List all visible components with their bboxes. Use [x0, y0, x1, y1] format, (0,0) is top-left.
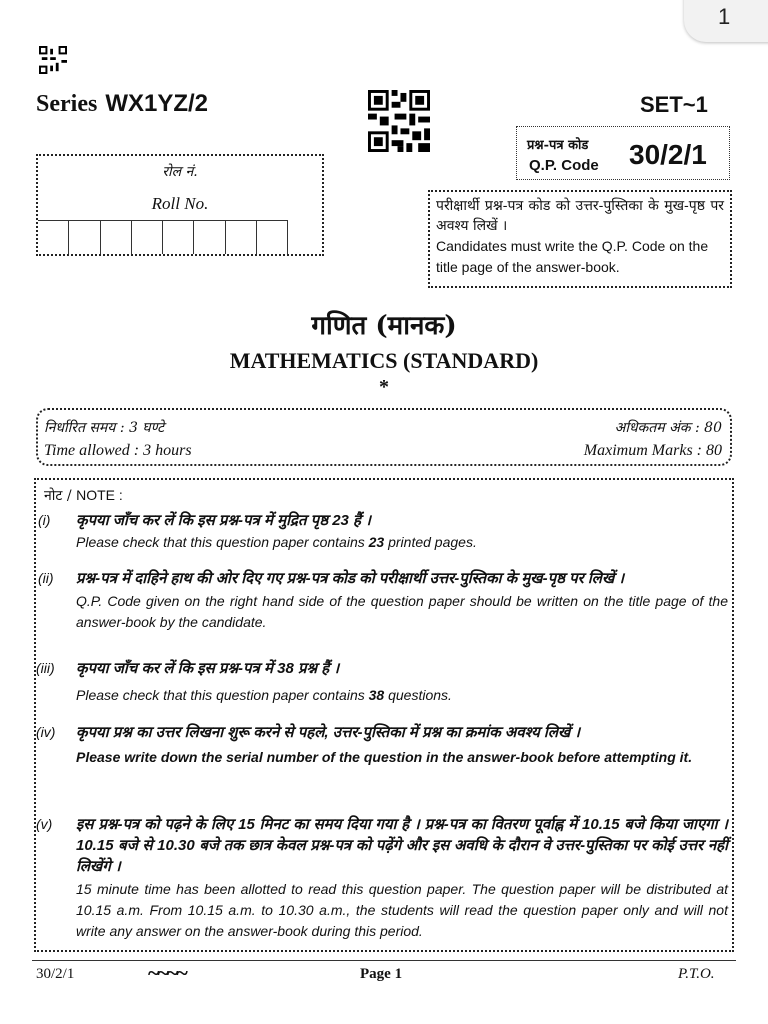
- roll-cell[interactable]: [38, 221, 69, 254]
- roll-cell[interactable]: [132, 221, 163, 254]
- page-number-tab: [684, 0, 768, 42]
- note-item-4: [36, 722, 728, 768]
- note-item-hi: इस प्रश्न-पत्र को पढ़ने के लिए 15 मिनट का समय दिया गया है । प्रश्न-पत्र का वितरण पूर्वाह्न में 10.15 बजे किया जाएगा । 10.15 बजे से 10.30 बजे तक छात्र केवल प्रश्न-पत्र को पढ़ेंगे और इस अवधि के दौरान वे उत्तर-पुस्तिका पर कोई उत्तर नहीं लिखेंगे ।: [76, 816, 728, 875]
- note-item-number: (iv): [36, 724, 56, 740]
- page-number-tab-label: 1: [718, 4, 731, 29]
- subject-star: *: [379, 376, 389, 398]
- qp-code-label-en: Q.P. Code: [529, 157, 599, 174]
- note-item-hi: कृपया जाँच कर लें कि इस प्रश्न-पत्र में 38 प्रश्न हैं ।: [76, 660, 340, 677]
- qr-code-small-icon: [38, 46, 68, 74]
- note-item-2: [38, 568, 728, 633]
- note-item-en: 15 minute time has been allotted to read this question paper. The question paper will be distributed at 10.15 a.m. From 10.15 a.m. to 10.30 a.m., the students will read the question paper only and will not write any answer on the answer-book during this period.: [76, 881, 728, 939]
- footer-qp-code: 30/2/1: [36, 966, 75, 982]
- footer-pto: P.T.O.: [678, 966, 715, 982]
- roll-number-cells[interactable]: [38, 220, 288, 254]
- roll-cell[interactable]: [194, 221, 225, 254]
- qr-code-icon: [368, 90, 430, 152]
- note-item-number: (iii): [36, 660, 55, 676]
- set-label: SET~1: [640, 92, 708, 117]
- note-item-en-bold: 38: [368, 687, 385, 703]
- note-item-en-text: printed pages.: [384, 534, 477, 550]
- note-item-en-text: questions.: [384, 687, 452, 703]
- footer-page-number: Page 1: [360, 966, 403, 982]
- note-item-hi: कृपया प्रश्न का उत्तर लिखना शुरू करने से पहले, उत्तर-पुस्तिका में प्रश्न का क्रमांक अवश्य लिखें ।: [76, 724, 581, 741]
- instruction-en: Candidates must write the Q.P. Code on the title page of the answer-book.: [436, 238, 709, 275]
- note-item-1: [38, 510, 728, 553]
- qp-code-label-hi: प्रश्न-पत्र कोड: [527, 138, 589, 153]
- note-item-en-text: Please check that this question paper contains: [76, 687, 369, 703]
- qp-code-box: [516, 126, 730, 180]
- qp-code-instruction-box: [428, 190, 732, 288]
- instruction-hi: परीक्षार्थी प्रश्न-पत्र कोड को उत्तर-पुस्तिका के मुख-पृष्ठ पर अवश्य लिखें ।: [436, 198, 724, 234]
- qp-code-value: 30/2/1: [629, 139, 707, 170]
- note-item-en: [76, 685, 728, 706]
- note-title-hi: नोट /: [44, 488, 72, 504]
- note-item-en-bold: 23: [368, 534, 385, 550]
- time-marks-box: [36, 408, 732, 466]
- note-item-3: [36, 658, 728, 706]
- footer-wave: ~~~~: [148, 960, 186, 985]
- roll-label-en: Roll No.: [151, 194, 209, 213]
- max-marks-en: Maximum Marks : 80: [583, 442, 722, 459]
- roll-label-hi: रोल नं.: [162, 164, 198, 180]
- roll-cell[interactable]: [101, 221, 132, 254]
- series-code: WX1YZ/2: [105, 90, 209, 117]
- max-marks-hi: अधिकतम अंक : 80: [614, 420, 722, 436]
- footer-rule: [32, 960, 736, 961]
- subject-title-en: MATHEMATICS (STANDARD): [229, 348, 539, 373]
- subject-title-hi: गणित (मानक): [311, 311, 457, 341]
- note-item-number: (ii): [38, 570, 54, 586]
- note-item-en-text: Please check that this question paper contains: [76, 534, 369, 550]
- time-allowed-en: Time allowed : 3 hours: [44, 442, 192, 459]
- note-item-en: Q.P. Code given on the right hand side of the question paper should be written on the title page of the answer-book by the candidate.: [76, 593, 728, 630]
- roll-cell[interactable]: [226, 221, 257, 254]
- note-item-hi: कृपया जाँच कर लें कि इस प्रश्न-पत्र में मुद्रित पृष्ठ 23 हैं ।: [76, 512, 371, 529]
- note-item-hi: प्रश्न-पत्र में दाहिने हाथ की ओर दिए गए प्रश्न-पत्र कोड को परीक्षार्थी उत्तर-पुस्तिका के मुख-पृष्ठ पर लिखें ।: [76, 570, 625, 587]
- note-item-5: [36, 814, 728, 942]
- roll-cell[interactable]: [69, 221, 100, 254]
- series-line: [36, 90, 208, 118]
- roll-cell[interactable]: [163, 221, 194, 254]
- roll-cell[interactable]: [257, 221, 288, 254]
- note-item-number: (v): [36, 816, 53, 832]
- roll-number-box: [36, 154, 324, 256]
- note-item-en: Please write down the serial number of the question in the answer-book before attempting it.: [76, 749, 693, 765]
- time-allowed-hi: निर्धारित समय : 3 घण्टे: [44, 420, 165, 436]
- note-item-en: [76, 532, 728, 553]
- series-label: Series: [36, 91, 98, 117]
- note-title-en: NOTE :: [76, 487, 123, 503]
- note-item-number: (i): [38, 512, 51, 528]
- note-box: [34, 478, 734, 952]
